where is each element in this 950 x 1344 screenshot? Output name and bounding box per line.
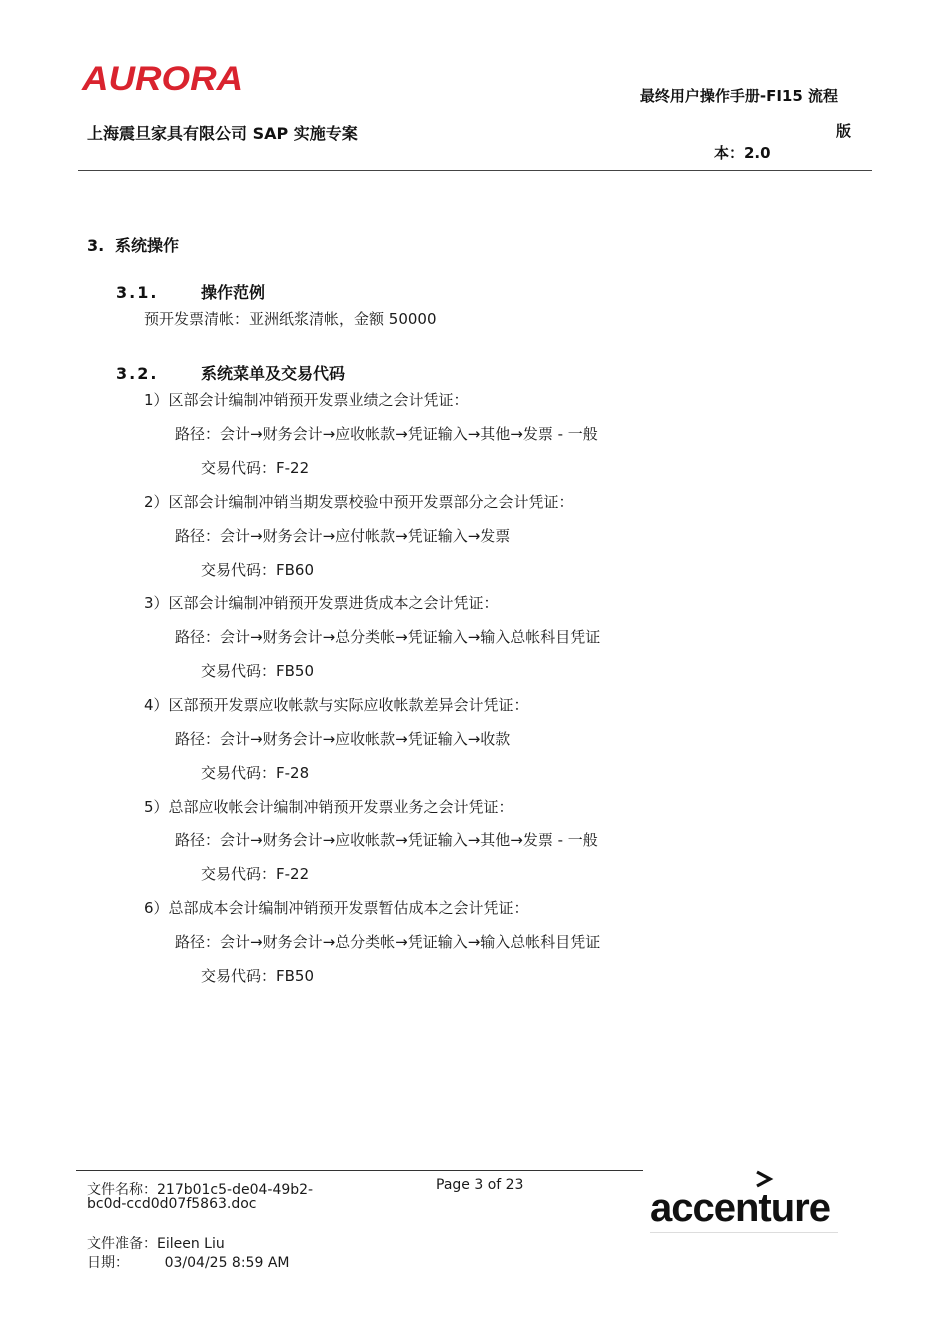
menu-item-title: 3）区部会计编制冲销预开发票进货成本之会计凭证： — [144, 594, 499, 612]
aurora-logo: AURORA — [82, 60, 244, 98]
menu-item-title: 1）区部会计编制冲销预开发票业绩之会计凭证： — [144, 391, 469, 409]
menu-path: 路径：会计→财务会计→应收帐款→凭证输入→收款 — [175, 730, 511, 748]
section-title: 系统操作 — [115, 236, 180, 255]
accenture-logo — [650, 1168, 840, 1234]
subsection-number: 3.2. — [116, 364, 159, 383]
footer-divider — [76, 1170, 643, 1171]
prepared-by: 文件准备：Eileen Liu — [87, 1236, 225, 1252]
menu-path: 路径：会计→财务会计→应收帐款→凭证输入→其他→发票 - 一般 — [175, 425, 598, 443]
menu-item-title: 2）区部会计编制冲销当期发票校验中预开发票部分之会计凭证： — [144, 493, 574, 511]
subsection-heading-3-2 — [116, 361, 345, 384]
transaction-code: 交易代码：F-22 — [201, 865, 310, 883]
menu-item-title: 5）总部应收帐会计编制冲销预开发票业务之会计凭证： — [144, 798, 514, 816]
menu-path: 路径：会计→财务会计→总分类帐→凭证输入→输入总帐科目凭证 — [175, 933, 601, 951]
menu-item-title: 4）区部预开发票应收帐款与实际应收帐款差异会计凭证： — [144, 696, 529, 714]
menu-path: 路径：会计→财务会计→总分类帐→凭证输入→输入总帐科目凭证 — [175, 628, 601, 646]
subsection-number: 3.1. — [116, 283, 159, 302]
menu-item-title: 6）总部成本会计编制冲销预开发票暂估成本之会计凭证： — [144, 899, 529, 917]
transaction-code: 交易代码：FB50 — [201, 967, 315, 985]
menu-path: 路径：会计→财务会计→应付帐款→凭证输入→发票 — [175, 527, 511, 545]
subsection-heading-3-1 — [116, 280, 265, 303]
transaction-code: 交易代码：FB60 — [201, 561, 315, 579]
example-text: 预开发票清帐：亚洲纸浆清帐，金额 50000 — [144, 310, 437, 328]
version-label: 版 — [836, 122, 852, 140]
transaction-code: 交易代码：F-22 — [201, 459, 310, 477]
file-name: 文件名称：217b01c5-de04-49b2- — [87, 1182, 314, 1198]
header-divider — [78, 170, 872, 171]
menu-path: 路径：会计→财务会计→应收帐款→凭证输入→其他→发票 - 一般 — [175, 831, 598, 849]
file-name-continued: bc0d-ccd0d07f5863.doc — [87, 1196, 257, 1212]
version-number: 本：2.0 — [714, 144, 771, 162]
accenture-logo-text: accenture — [650, 1186, 830, 1230]
logo-underline — [650, 1232, 838, 1233]
document-title: 最终用户操作手册-FI15 流程 — [639, 87, 838, 105]
transaction-code: 交易代码：FB50 — [201, 662, 315, 680]
subsection-title: 操作范例 — [201, 283, 266, 302]
section-heading — [87, 233, 179, 256]
transaction-code: 交易代码：F-28 — [201, 764, 310, 782]
subsection-title: 系统菜单及交易代码 — [201, 364, 346, 383]
section-number: 3. — [87, 236, 105, 255]
document-date: 日期： 03/04/25 8:59 AM — [87, 1255, 290, 1271]
page-number: Page 3 of 23 — [436, 1177, 524, 1193]
company-project-title: 上海震旦家具有限公司 SAP 实施专案 — [87, 124, 358, 143]
